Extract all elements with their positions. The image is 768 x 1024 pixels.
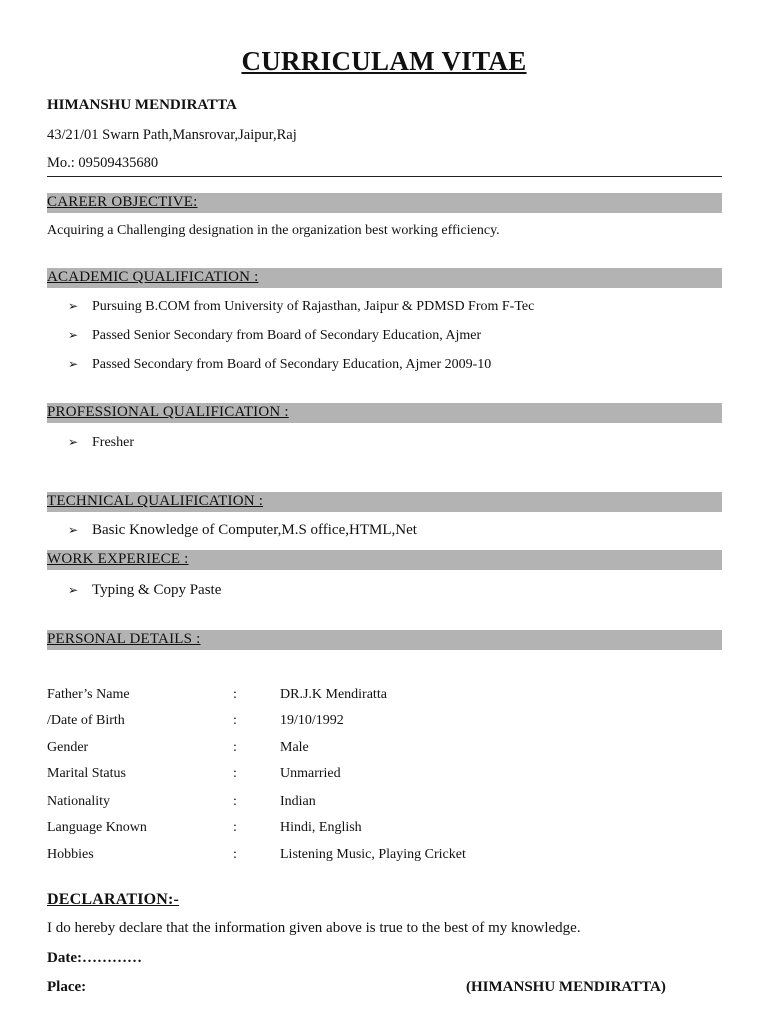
detail-value: Hindi, English xyxy=(280,820,362,835)
section-professional-qualification xyxy=(47,403,722,423)
list-item-text: Passed Secondary from Board of Secondary Education, Ajmer 2009-10 xyxy=(92,357,492,372)
personal-row-marital-status xyxy=(47,766,722,786)
detail-separator: : xyxy=(233,713,237,728)
date-label: Date: xyxy=(47,950,82,966)
detail-value: Unmarried xyxy=(280,766,341,781)
career-objective-text: Acquiring a Challenging designation in the organization best working efficiency. xyxy=(47,223,500,238)
detail-label: Language Known xyxy=(47,820,147,835)
section-academic-qualification xyxy=(47,268,722,288)
detail-separator: : xyxy=(233,820,237,835)
signature-name: (HIMANSHU MENDIRATTA) xyxy=(466,979,666,995)
section-heading: PROFESSIONAL QUALIFICATION : xyxy=(47,404,289,420)
place-line xyxy=(47,979,86,996)
detail-label: /Date of Birth xyxy=(47,713,125,728)
section-technical-qualification xyxy=(47,492,722,512)
personal-row-gender xyxy=(47,740,722,760)
candidate-mobile: Mo.: 09509435680 xyxy=(47,155,159,171)
personal-row-language-known xyxy=(47,820,722,840)
personal-row-date-of-birth xyxy=(47,713,722,733)
detail-label: Gender xyxy=(47,740,89,755)
list-item xyxy=(68,435,134,451)
section-personal-details xyxy=(47,630,722,650)
detail-value: DR.J.K Mendiratta xyxy=(280,687,387,702)
list-item xyxy=(68,582,221,599)
section-career-objective xyxy=(47,193,722,213)
detail-separator: : xyxy=(233,740,237,755)
section-heading: WORK EXPERIECE : xyxy=(47,551,189,567)
detail-separator: : xyxy=(233,766,237,781)
list-item xyxy=(68,299,534,315)
declaration-text: I do hereby declare that the information given above is true to the best of my knowledge. xyxy=(47,920,581,936)
candidate-address: 43/21/01 Swarn Path,Mansrovar,Jaipur,Raj xyxy=(47,127,297,143)
section-heading: PERSONAL DETAILS : xyxy=(47,631,201,647)
list-item xyxy=(68,357,491,373)
personal-row-nationality xyxy=(47,794,722,814)
detail-label: Marital Status xyxy=(47,766,126,781)
list-item-text: Passed Senior Secondary from Board of Secondary Education, Ajmer xyxy=(92,328,482,343)
place-label: Place: xyxy=(47,979,87,995)
header-divider xyxy=(47,176,722,177)
arrow-bullet-icon: ➢ xyxy=(68,583,79,597)
list-item xyxy=(68,522,417,539)
document-title: CURRICULAM VITAE xyxy=(241,46,527,76)
arrow-bullet-icon: ➢ xyxy=(68,299,79,313)
detail-separator: : xyxy=(233,687,237,702)
section-work-experience xyxy=(47,550,722,570)
date-line xyxy=(47,950,142,967)
detail-value: Listening Music, Playing Cricket xyxy=(280,847,466,862)
arrow-bullet-icon: ➢ xyxy=(68,435,79,449)
arrow-bullet-icon: ➢ xyxy=(68,523,79,537)
detail-label: Hobbies xyxy=(47,847,94,862)
list-item-text: Fresher xyxy=(92,435,134,450)
arrow-bullet-icon: ➢ xyxy=(68,328,79,342)
detail-separator: : xyxy=(233,794,237,809)
section-heading: ACADEMIC QUALIFICATION : xyxy=(47,269,259,285)
personal-row-fathers-name xyxy=(47,687,722,707)
list-item-text: Typing & Copy Paste xyxy=(92,582,222,598)
detail-value: 19/10/1992 xyxy=(280,713,344,728)
candidate-name: HIMANSHU MENDIRATTA xyxy=(47,97,237,113)
detail-label: Nationality xyxy=(47,794,110,809)
arrow-bullet-icon: ➢ xyxy=(68,357,79,371)
section-heading: TECHNICAL QUALIFICATION : xyxy=(47,493,264,509)
personal-row-hobbies xyxy=(47,847,722,867)
detail-value: Male xyxy=(280,740,309,755)
detail-value: Indian xyxy=(280,794,316,809)
list-item-text: Pursuing B.COM from University of Rajasthan, Jaipur & PDMSD From F-Tec xyxy=(92,299,535,314)
declaration-heading: DECLARATION:- xyxy=(47,891,180,908)
detail-separator: : xyxy=(233,847,237,862)
list-item xyxy=(68,328,481,344)
detail-label: Father’s Name xyxy=(47,687,130,702)
section-heading: CAREER OBJECTIVE: xyxy=(47,194,198,210)
list-item-text: Basic Knowledge of Computer,M.S office,HTML,Net xyxy=(92,522,417,538)
date-value: ………… xyxy=(81,950,142,966)
